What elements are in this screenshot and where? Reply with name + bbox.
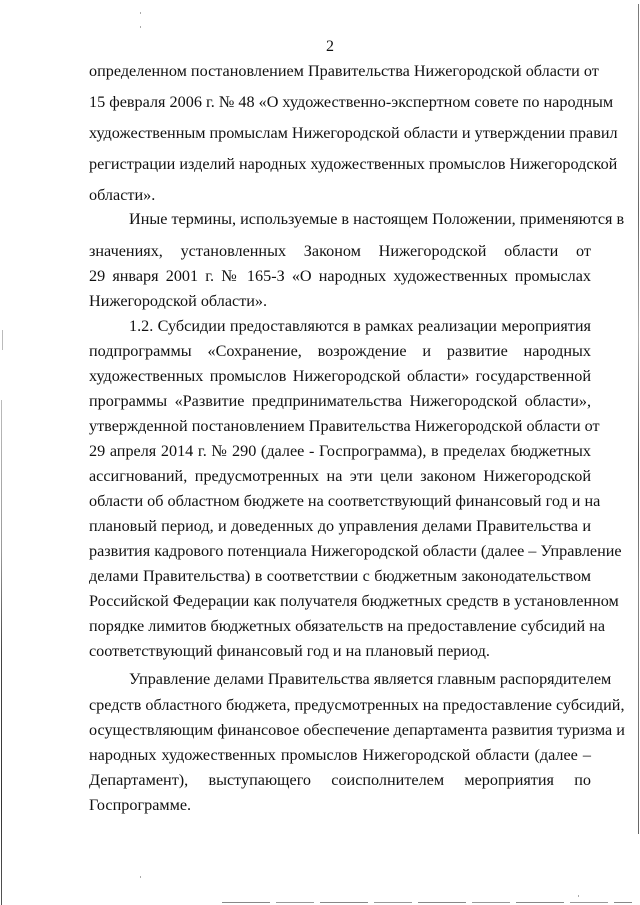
text-line: подпрограммы «Сохранение, возрождение и развитие народных xyxy=(89,342,591,360)
text-line: делами Правительства) в соответствии с бюджетным законодательством xyxy=(89,567,591,585)
text-line: значениях, установленных Законом Нижегородской области от xyxy=(89,242,591,260)
text-line: определенном постановлением Правительства Нижегородской области от xyxy=(89,62,599,80)
scan-speck xyxy=(140,876,141,878)
text-line: 15 февраля 2006 г. № 48 «О художественно-экспертном совете по народным xyxy=(89,93,614,111)
text-line: средств областного бюджета, предусмотренных на предоставление субсидий, xyxy=(89,696,625,714)
text-line: регистрации изделий народных художественных промыслов Нижегородской xyxy=(89,155,618,173)
text-line: соответствующий финансовый год и на плановый период. xyxy=(89,642,490,660)
text-line: Госпрограмме. xyxy=(89,796,192,814)
text-line: порядке лимитов бюджетных обязательств на предоставление субсидий на xyxy=(89,617,606,635)
text-line: Департамент), выступающего соисполнителем мероприятия по xyxy=(89,771,591,789)
page-number: 2 xyxy=(326,38,334,55)
scan-speck xyxy=(140,12,141,14)
text-line: 29 апреля 2014 г. № 290 (далее - Госпрограмма), в пределах бюджетных xyxy=(89,442,591,460)
text-line: развития кадрового потенциала Нижегородской области (далее – Управление xyxy=(89,542,622,560)
text-line: 29 января 2001 г. № 165-З «О народных художественных промыслах xyxy=(89,267,591,285)
text-line: Иные термины, используемые в настоящем Положении, применяются в xyxy=(129,210,625,228)
scan-speck xyxy=(140,26,141,28)
scan-edge-mark xyxy=(2,330,3,350)
text-line: Управление делами Правительства является главным распорядителем xyxy=(129,670,612,688)
text-line: области об областном бюджете на соответствующий финансовый год и на xyxy=(89,492,601,510)
text-line: художественным промыслам Нижегородской области и утверждении правил xyxy=(89,124,618,142)
text-line: утвержденной постановлением Правительства Нижегородской области от xyxy=(89,417,600,435)
text-line: плановый период, и доведенных до управления делами Правительства и xyxy=(89,517,591,535)
text-line: программы «Развитие предпринимательства Нижегородской области», xyxy=(89,392,591,410)
text-line: народных художественных промыслов Нижегородской области (далее – xyxy=(89,746,591,764)
text-line: области». xyxy=(89,186,156,204)
text-line: осуществляющим финансовое обеспечение департамента развития туризма и xyxy=(89,721,625,739)
scan-edge-line-right xyxy=(638,4,639,834)
text-line: художественных промыслов Нижегородской области» государственной xyxy=(89,367,591,385)
text-line: Нижегородской области». xyxy=(89,292,268,310)
scan-bottom-dashed-line xyxy=(222,902,632,903)
text-line: 1.2. Субсидии предоставляются в рамках реализации мероприятия xyxy=(129,317,591,335)
text-line: Российской Федерации как получателя бюджетных средств в установленном xyxy=(89,592,619,610)
scan-edge-line-left xyxy=(1,400,2,905)
scan-speck xyxy=(578,895,579,897)
text-line: ассигнований, предусмотренных на эти цели законом Нижегородской xyxy=(89,467,591,485)
